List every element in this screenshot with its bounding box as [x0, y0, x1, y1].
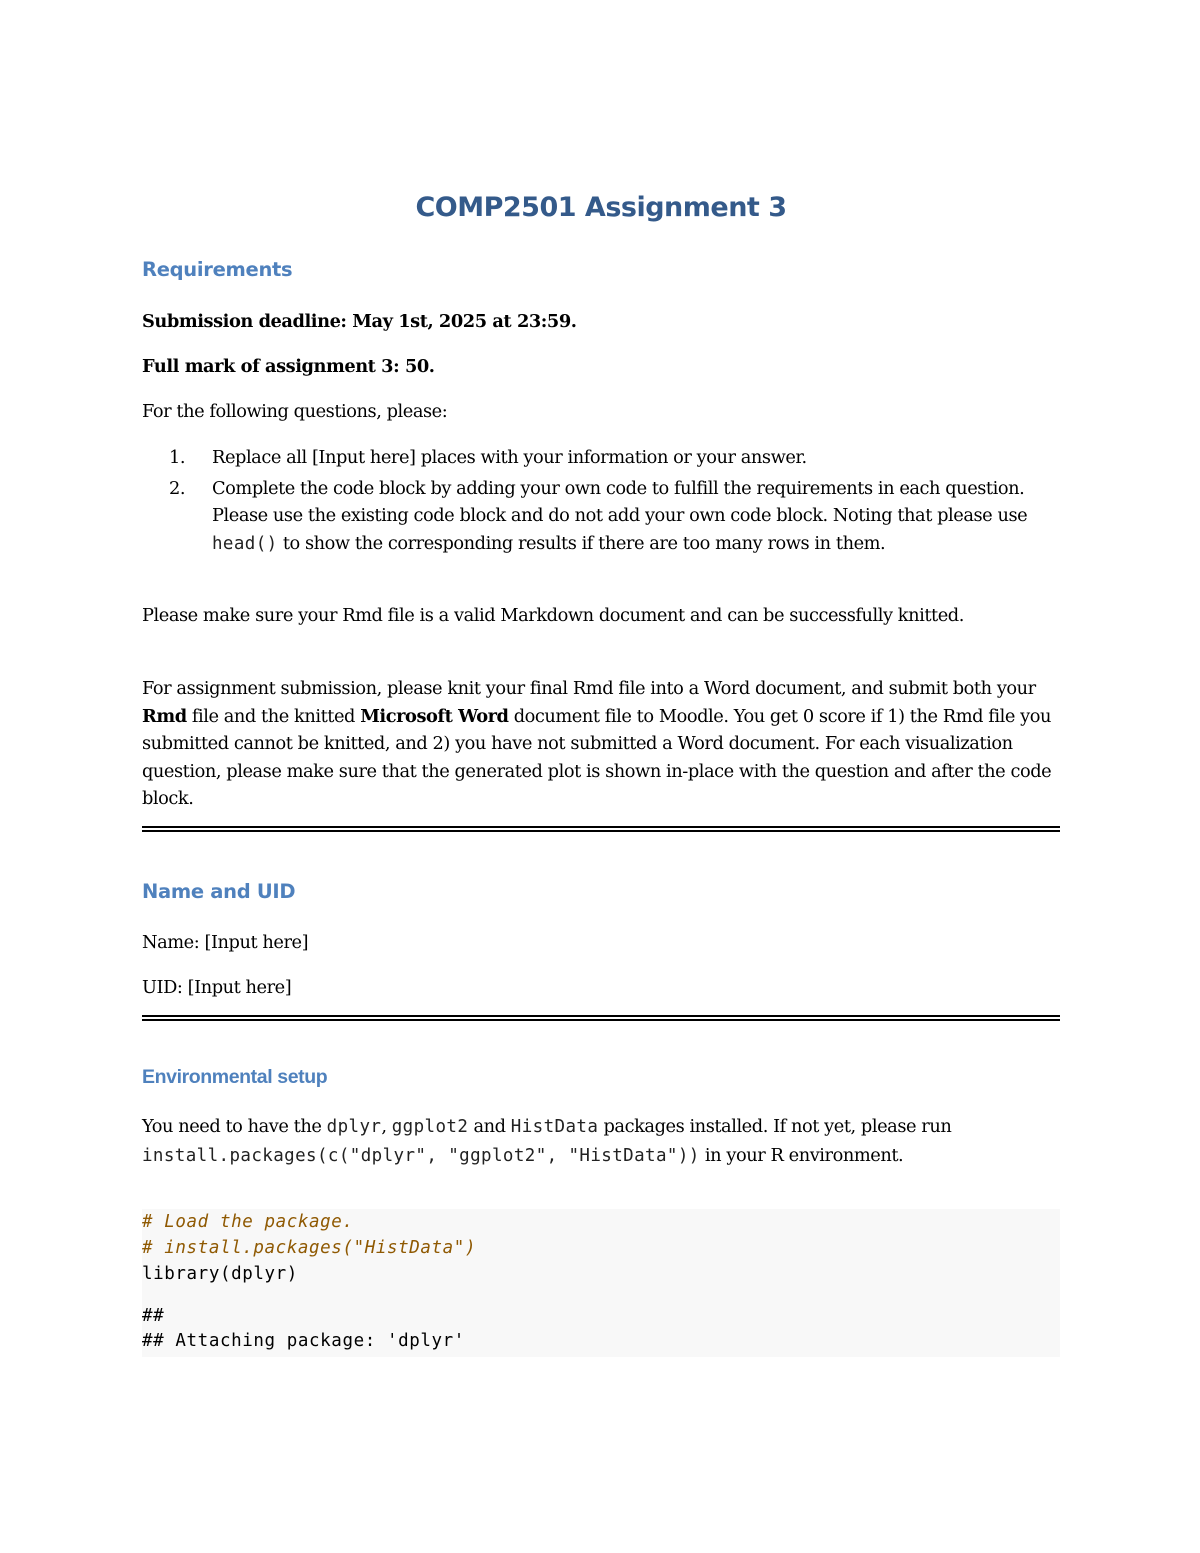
inline-code-ggplot2: ggplot2 [391, 1117, 469, 1137]
submission-bold-rmd: Rmd [142, 705, 187, 727]
rmd-note: Please make sure your Rmd file is a valid Markdown document and can be successfully knitted. [142, 605, 964, 626]
code-line: # Load the package. [142, 1212, 354, 1232]
env-text-3: and [468, 1116, 511, 1137]
list-number: 1. [169, 447, 186, 468]
submission-bold-word: Microsoft Word [360, 705, 509, 727]
code-line: ## Attaching package: 'dplyr' [142, 1331, 465, 1351]
list-item [142, 444, 1060, 472]
instructions-list [142, 444, 1060, 561]
submission-text-1: For assignment submission, please knit your final Rmd file into a Word document, and submit both your [142, 678, 1036, 699]
full-mark-text: Full mark of assignment 3: 50. [142, 356, 435, 377]
code-line: ## [142, 1306, 165, 1326]
inline-code-dplyr: dplyr [326, 1117, 382, 1137]
section-divider [142, 826, 1060, 832]
full-mark [142, 353, 1060, 381]
env-text-4: packages installed. If not yet, please run [598, 1116, 952, 1137]
env-text-2: , [381, 1116, 392, 1137]
name-field: Name: [Input here] [142, 932, 309, 953]
list-item-text-cont: to show the corresponding results if there are too many rows in them. [277, 532, 886, 554]
uid-field: UID: [Input here] [142, 977, 292, 998]
heading-name-uid: Name and UID [142, 880, 296, 903]
list-number: 2. [169, 477, 186, 499]
submission-instructions [142, 675, 1060, 813]
submission-deadline [142, 308, 1060, 336]
page-title: COMP2501 Assignment 3 [415, 192, 787, 223]
section-divider [142, 1015, 1060, 1021]
code-line: library(dplyr) [142, 1264, 298, 1284]
list-item [142, 475, 1060, 559]
heading-requirements: Requirements [142, 258, 293, 281]
questions-intro: For the following questions, please: [142, 401, 448, 422]
env-text-5: in your R environment. [699, 1144, 904, 1166]
heading-environmental-setup: Environmental setup [142, 1066, 328, 1088]
env-description [142, 1113, 1060, 1170]
inline-code-histdata: HistData [510, 1117, 599, 1137]
list-item-text: Replace all [Input here] places with your information or your answer. [212, 447, 807, 468]
submission-text-2: file and the knitted [186, 705, 361, 727]
code-line: # install.packages("HistData") [142, 1238, 477, 1258]
list-item-text: Complete the code block by adding your own code to fulfill the requirements in each question. Please use the existing code block and do not add your own code block. Noting that please use [212, 477, 1028, 526]
deadline-text: Submission deadline: May 1st, 2025 at 23:59. [142, 311, 577, 332]
inline-code-head: head() [212, 533, 278, 554]
inline-code-install: install.packages(c("dplyr", "ggplot2", "HistData")) [142, 1145, 700, 1166]
submission-text-3: document file to Moodle. You get 0 score if 1) the Rmd file you submitted cannot be knitted, and 2) you have not submitted a Word document. For each visualization question, please make sure that the generated plot is shown in-place with the question and after the code block. [142, 705, 1052, 809]
code-block [142, 1209, 1060, 1357]
env-text-1: You need to have the [142, 1116, 327, 1137]
